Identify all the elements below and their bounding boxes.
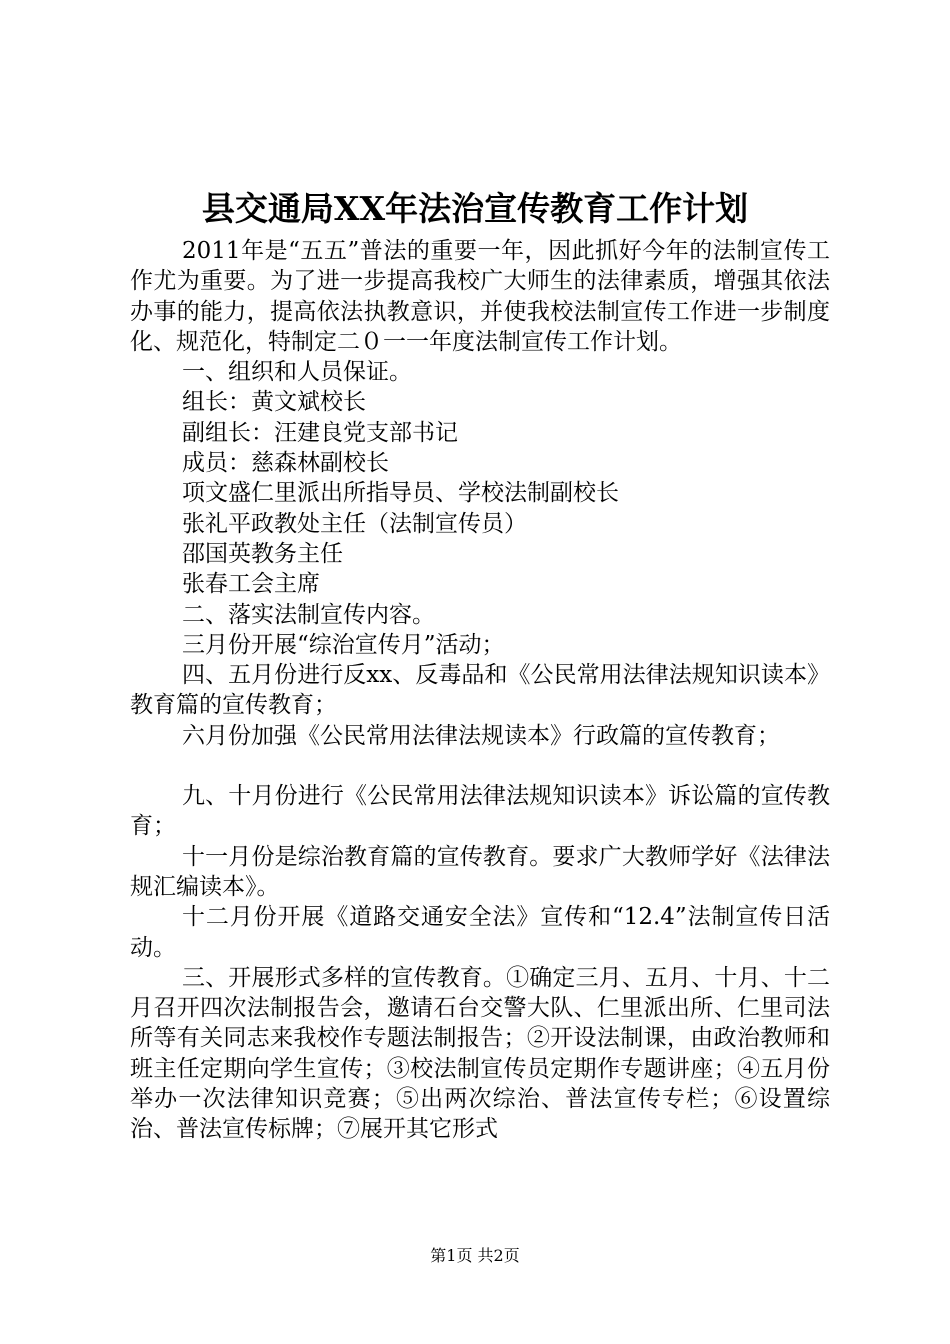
section-heading-organization: 一、组织和人员保证。 [182, 359, 412, 386]
schedule-item: 六月份加强《公民常用法律法规读本》行政篇的宣传教育； [182, 722, 780, 749]
intro-paragraph: 2011年是“五五”普法的重要一年，因此抓好今年的法制宣传工作尤为重要。为了进一步提高我校广大师生的法律素质，增强其依法办事的能力，提高依法执教意识，并使我校法制宣传工作进一步制度化、规范化，特制定二０一一年度法制宣传工作计划。 [130, 238, 830, 355]
document-title: 县交通局XX年法治宣传教育工作计划 [201, 189, 749, 228]
schedule-item: 三月份开展“综治宣传月”活动； [182, 631, 505, 658]
section-heading-forms: 三、开展形式多样的宣传教育。①确定三月、五月、十月、十二月召开四次法制报告会，邀请石台交警大队、仁里派出所、仁里司法所等有关同志来我校作专题法制报告；②开设法制课，由政治教师和班主任定期向学生宣传；③校法制宣传员定期作专题讲座；④五月份举办一次法律知识竞赛；⑤出两次综治、普法宣传专栏；⑥设置综治、普法宣传标牌；⑦展开其它形式 [130, 964, 830, 1143]
member-line: 成员：慈森林副校长 [182, 450, 389, 477]
member-line: 副组长：汪建良党支部书记 [182, 419, 458, 446]
section-heading-content: 二、落实法制宣传内容。 [182, 601, 435, 628]
schedule-item: 十二月份开展《道路交通安全法》宣传和“12.4”法制宣传日活动。 [130, 904, 830, 961]
member-line: 张春工会主席 [182, 571, 320, 598]
schedule-item: 四、五月份进行反xx、反毒品和《公民常用法律法规知识读本》教育篇的宣传教育； [130, 662, 830, 719]
member-line: 邵国英教务主任 [182, 540, 343, 567]
page-footer: 第1页 共2页 [430, 1246, 520, 1265]
schedule-item: 九、十月份进行《公民常用法律法规知识读本》诉讼篇的宣传教育； [130, 783, 830, 840]
document-body [130, 236, 830, 1145]
schedule-item: 十一月份是综治教育篇的宣传教育。要求广大教师学好《法律法规汇编读本》。 [130, 843, 830, 900]
blank-line [130, 751, 830, 781]
member-line: 组长：黄文斌校长 [182, 389, 366, 416]
member-line: 项文盛仁里派出所指导员、学校法制副校长 [182, 480, 619, 507]
member-line: 张礼平政教处主任（法制宣传员） [182, 510, 527, 537]
